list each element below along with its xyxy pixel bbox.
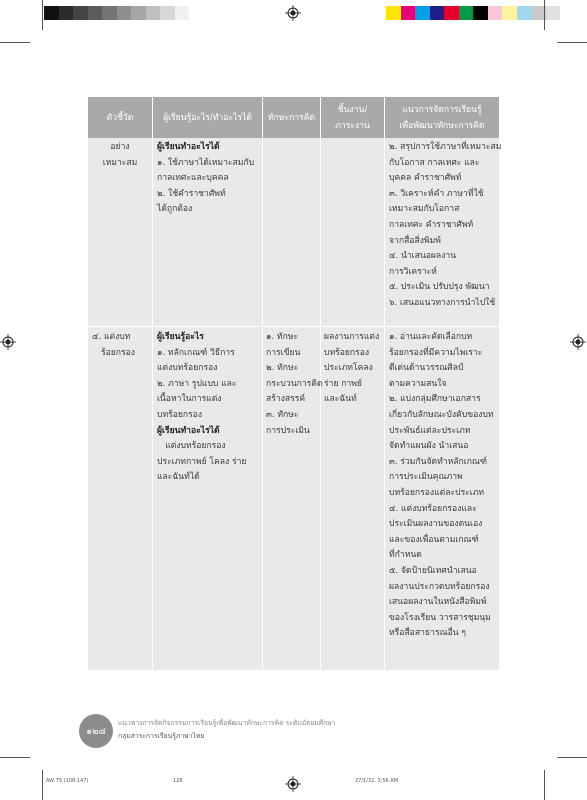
crop-mark xyxy=(544,770,545,800)
column-divider xyxy=(384,97,385,670)
crop-mark xyxy=(557,757,587,758)
header-approach: แนวการจัดการเรียนรู้ เพื่อพัฒนาทักษะการคิด xyxy=(399,104,485,131)
slug-date: 27/1/32, 3:56 AM xyxy=(355,778,399,784)
crop-mark xyxy=(544,0,545,30)
column-divider xyxy=(152,97,153,670)
registration-mark-left-icon xyxy=(0,334,16,350)
curriculum-table xyxy=(88,97,502,670)
footer-book-title: แนวทางการจัดกิจกรรมการเรียนรู้เพื่อพัฒนาทักษะการคิด ระดับมัธยมศึกษา xyxy=(118,719,336,727)
color-swatch xyxy=(517,6,532,20)
header-tasks: ชิ้นงาน/ ภาระงาน xyxy=(335,104,370,131)
crop-mark xyxy=(42,770,43,800)
header-indicator: ตัวชี้วัด xyxy=(106,112,134,123)
header-skills: ทักษะการคิด xyxy=(267,112,316,123)
crop-mark xyxy=(0,757,30,758)
process-color-bar xyxy=(386,6,560,20)
color-swatch xyxy=(59,6,74,20)
color-swatch xyxy=(473,6,488,20)
color-swatch xyxy=(415,6,430,20)
color-swatch xyxy=(160,6,175,20)
color-swatch xyxy=(131,6,146,20)
color-swatch xyxy=(546,6,561,20)
color-swatch xyxy=(117,6,132,20)
row2-indicator: ๔. แต่งบท ร้อยกรอง xyxy=(92,332,135,358)
page-number-badge: ๑๒๘ xyxy=(79,714,113,748)
footer-subject: กลุ่มสาระการเรียนรู้ภาษาไทย xyxy=(118,732,205,740)
row1-indicator: อย่าง เหมาะสม xyxy=(102,142,138,168)
color-swatch xyxy=(175,6,190,20)
crop-mark xyxy=(42,0,43,30)
color-swatch xyxy=(102,6,117,20)
slug-page: 128 xyxy=(173,778,183,784)
row1-learn: ผู้เรียนทำอะไรได้ ๑. ใช้ภาษาได้เหมาะสมกับ กาลเทศะและบุคคล ๒. ใช้คำราชาศัพท์ ได้ถูกต้อง xyxy=(157,142,255,215)
crop-mark xyxy=(557,42,587,43)
column-divider xyxy=(262,97,263,670)
grayscale-color-bar xyxy=(44,6,189,20)
row2-tasks: ผลงานการแต่ง บทร้อยกรอง ประเภทโคลง ร่าย กาพย์ และฉันท์ xyxy=(324,332,380,405)
row2-skills: ๑. ทักษะ การเขียน ๒. ทักษะ กระบวนการคิด สร้างสรรค์ ๓. ทักษะ การประเมิน xyxy=(266,332,323,436)
registration-mark-top-icon xyxy=(285,5,301,21)
crop-mark xyxy=(0,42,30,43)
registration-mark-right-icon xyxy=(570,334,586,350)
color-swatch xyxy=(488,6,503,20)
row2-approach: ๑. อ่านและคัดเลือกบท ร้อยกรองที่มีความไพเราะ ดีเด่นด้านวรรณศิลป์ ตามความสนใจ ๒. แบ่งกลุ่มศึกษาเอกสาร เกี่ยวกับลักษณะบังคับของบท ประพันธ์แต่ละประเภท จัดทำแผนผัง นำเสนอ ๓. ร่วมกันจัดทำหลักเกณฑ์ การประเมินคุณภาพ บทร้อยกรองแต่ละประเภท ๔. แต่งบทร้อยกรองและ ประเมินผลงานของตนเอง และของเพื่อนตามเกณฑ์ ที่กำหนด ๕. จัดป้ายนิเทศนำเสนอ ผลงานประกวดบทร้อยกรอง เสนอผลงานในหนังสือพิมพ์ ของโรงเรียน วารสารชุมนุม หรือสื่อสาธารณอื่น ๆ xyxy=(389,332,494,639)
color-swatch xyxy=(502,6,517,20)
row2-learn: ผู้เรียนรู้อะไร ๑. หลักเกณฑ์ วิธีการ แต่งบทร้อยกรอง ๒. ภาษา รูปแบบ และ เนื้อหาในการแต่ง บทร้อยกรอง ผู้เรียนทำอะไรได้ แต่งบทร้อยกรอง ประเภทกาพย์ โคลง ร่าย และฉันท์ได้ xyxy=(157,332,247,483)
header-learn: ผู้เรียนรู้อะไร/ทำอะไรได้ xyxy=(163,112,252,123)
row1-approach: ๒. สรุปการใช้ภาษาที่เหมาะสม กับโอกาส กาลเทศะ และ บุคคล คำราชาศัพท์ ๓. วิเคราะห์คำ ภาษาที่ใช้ เหมาะสมกับโอกาส กาลเทศะ คำราชาศัพท์ จากสื่อสิ่งพิมพ์ ๔. นำเสนอผลงาน การวิเคราะห์ ๕. ประเมิน ปรับปรุง พัฒนา ๖. เสนอแนวทางการนำไปใช้ xyxy=(389,142,502,308)
color-swatch xyxy=(44,6,59,20)
row-divider xyxy=(88,326,499,327)
color-swatch xyxy=(401,6,416,20)
color-swatch xyxy=(386,6,401,20)
color-swatch xyxy=(430,6,445,20)
color-swatch xyxy=(459,6,474,20)
slug-job: AW 75 (108-147) xyxy=(46,778,89,784)
registration-mark-bottom-icon xyxy=(285,776,301,792)
color-swatch xyxy=(444,6,459,20)
color-swatch xyxy=(88,6,103,20)
color-swatch xyxy=(73,6,88,20)
color-swatch xyxy=(146,6,161,20)
